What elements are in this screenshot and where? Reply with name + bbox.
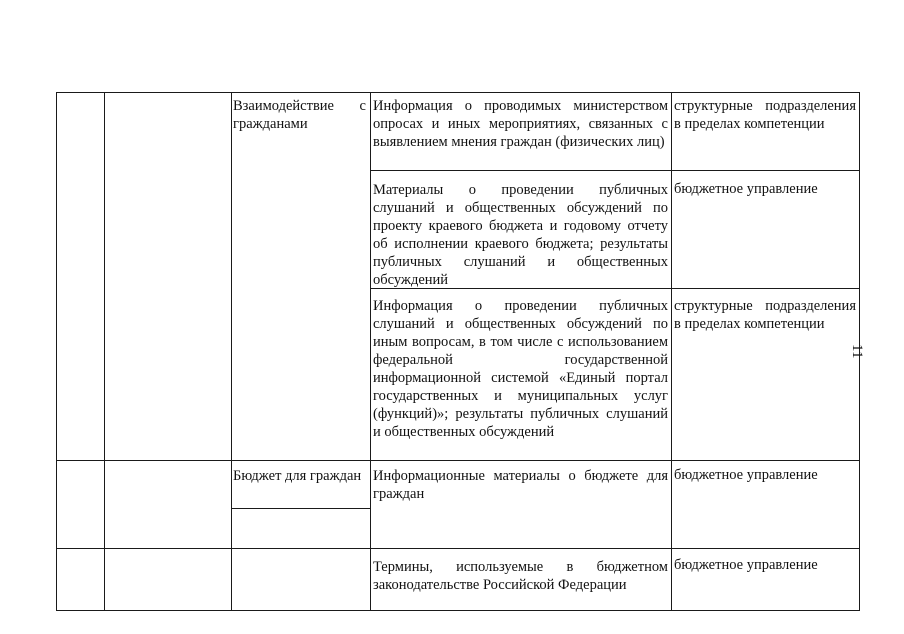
row-divider xyxy=(56,460,860,461)
row-divider xyxy=(231,508,370,509)
section-cell: Бюджет для граждан xyxy=(233,468,362,484)
column-divider xyxy=(671,92,672,611)
info-cell: Материалы о проведении публичных слушаний и общественных обсуждений по проекту краевого бюджета и годовому отчету об исполнении краевого бюджета; результаты публичных слушаний и общественных обсуждений xyxy=(373,182,668,288)
section-cell: Взаимодействие с гражданами xyxy=(233,98,366,132)
responsible-cell: структурные подразделения в пределах компетенции xyxy=(674,98,856,132)
responsible-cell: структурные подразделения в пределах компетенции xyxy=(674,298,856,332)
responsible-cell: бюджетное управление xyxy=(674,467,818,483)
page-number: 11 xyxy=(849,344,865,359)
responsible-cell: бюджетное управление xyxy=(674,181,818,197)
responsible-cell: бюджетное управление xyxy=(674,557,818,573)
row-divider xyxy=(56,548,860,549)
table-border-top xyxy=(56,92,860,93)
column-divider xyxy=(56,92,57,611)
table-border-bottom xyxy=(56,610,860,611)
info-cell: Информация о проведении публичных слушаний и общественных обсуждений по иным вопросам, в том числе с использованием федеральной государственной информационной системой «Единый портал государственных и муниципальных услуг (функций)»; результаты публичных слушаний и общественных обсуждений xyxy=(373,298,668,440)
column-divider xyxy=(231,92,232,611)
column-divider xyxy=(104,92,105,611)
row-divider xyxy=(370,170,860,171)
info-cell: Информационные материалы о бюджете для граждан xyxy=(373,468,668,502)
column-divider xyxy=(370,92,371,611)
info-cell: Термины, используемые в бюджетном законодательстве Российской Федерации xyxy=(373,559,668,593)
info-cell: Информация о проводимых министерством опросах и иных мероприятиях, связанных с выявлением мнения граждан (физических лиц) xyxy=(373,98,668,150)
